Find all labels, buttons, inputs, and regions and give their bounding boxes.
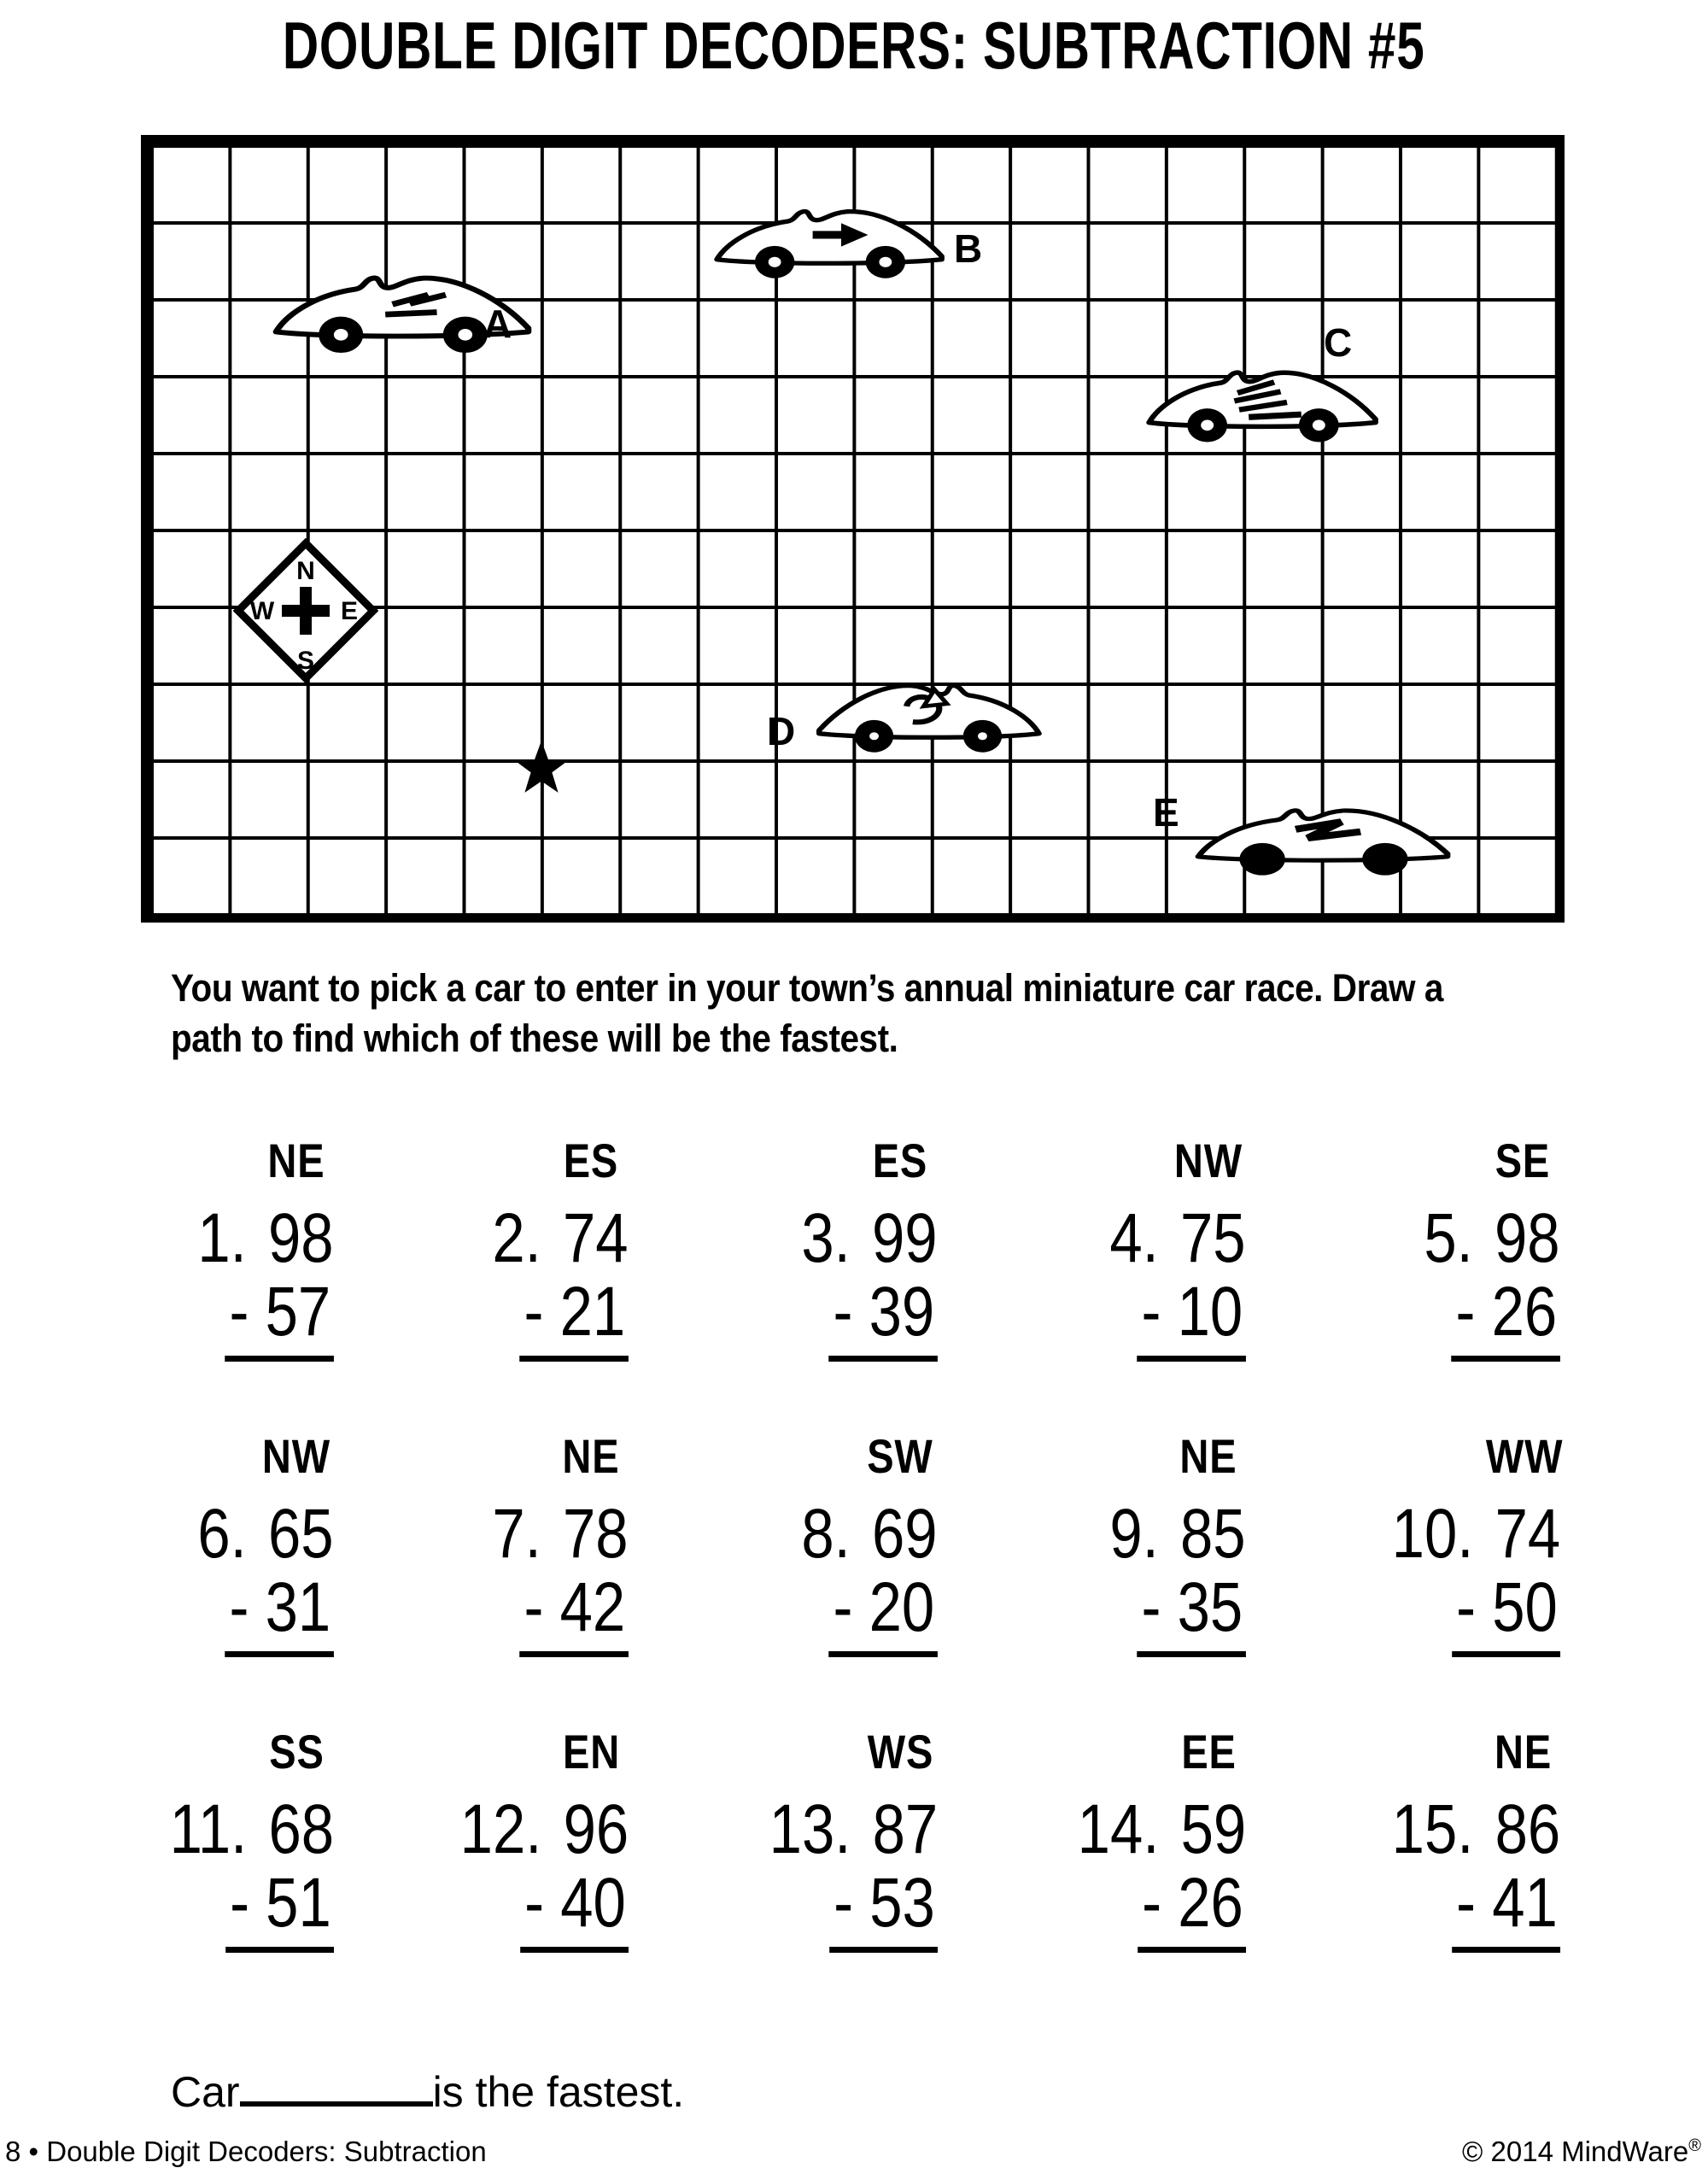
minuend-line: [1109, 1199, 1246, 1277]
subtrahend-line: [769, 1866, 938, 1953]
subtrahend: - 53: [829, 1866, 938, 1953]
compass-east-label: E: [340, 597, 359, 625]
subtrahend-line: [198, 1568, 334, 1657]
car-a-label: A: [483, 302, 512, 346]
answer-suffix: is the fastest.: [432, 2068, 685, 2116]
race-car-b: [711, 197, 949, 283]
minuend-line: [1424, 1199, 1560, 1277]
problem-number: 3.: [801, 1199, 851, 1277]
subtrahend: - 20: [829, 1571, 938, 1657]
compass-north-label: N: [296, 557, 315, 585]
subtraction-problem: [1109, 1134, 1246, 1362]
instructions: [171, 964, 1516, 1064]
direction-code-label: ES: [873, 1134, 928, 1187]
subtraction-problem: [492, 1429, 629, 1657]
direction-code-label: ES: [564, 1134, 619, 1187]
subtrahend-line: [802, 1275, 938, 1362]
minuend: 59: [1180, 1790, 1246, 1868]
subtraction-problem: [1424, 1134, 1560, 1362]
race-car-c: [1144, 358, 1383, 447]
subtrahend-line: [1110, 1275, 1246, 1362]
page-title: DOUBLE DIGIT DECODERS: SUBTRACTION #5: [283, 8, 1425, 83]
problem-number: 10.: [1391, 1495, 1474, 1573]
subtrahend: - 57: [225, 1275, 334, 1362]
subtrahend: - 39: [829, 1275, 938, 1362]
compass-west-label: W: [249, 597, 275, 625]
rear-wheel: [1362, 843, 1407, 876]
subtraction-problem: [801, 1134, 938, 1362]
direction-code-label: EE: [1181, 1725, 1237, 1778]
minuend-line: [1391, 1790, 1560, 1868]
subtraction-problem: [1077, 1725, 1246, 1953]
problem-number: 8.: [801, 1495, 851, 1573]
problem-number: 5.: [1424, 1199, 1474, 1277]
race-car-d: [812, 671, 1044, 757]
subtraction-problem: [197, 1134, 334, 1362]
answer-sentence: [171, 2057, 684, 2117]
subtrahend-line: [802, 1568, 938, 1657]
subtrahend-line: [1110, 1568, 1246, 1657]
minuend-line: [198, 1497, 334, 1571]
minuend: 86: [1494, 1790, 1560, 1868]
subtrahend: - 10: [1138, 1275, 1246, 1362]
direction-code-label: NE: [267, 1134, 325, 1187]
car-b-label: B: [954, 226, 983, 271]
minuend: 85: [1180, 1495, 1246, 1573]
minuend: 75: [1180, 1199, 1246, 1277]
direction-code-label: SS: [269, 1725, 325, 1778]
subtraction-problem: [169, 1725, 334, 1953]
problem-number: 15.: [1391, 1790, 1474, 1868]
minuend-line: [1077, 1790, 1246, 1868]
subtrahend: - 26: [1452, 1275, 1560, 1362]
problem-number: 6.: [197, 1495, 248, 1573]
subtrahend-line: [493, 1275, 629, 1362]
compass-rose: [233, 538, 378, 688]
race-car-e: [1192, 797, 1455, 879]
problem-number: 9.: [1109, 1495, 1160, 1573]
subtrahend-line: [198, 1275, 334, 1362]
subtrahend-line: [459, 1866, 629, 1953]
direction-code-label: NW: [1174, 1134, 1243, 1187]
minuend-line: [769, 1790, 938, 1868]
car-d-label: D: [767, 709, 796, 753]
problem-number: 13.: [769, 1790, 851, 1868]
subtrahend-line: [1077, 1866, 1246, 1953]
car-c-label: C: [1324, 320, 1353, 365]
subtraction-problem: [197, 1429, 334, 1657]
minuend-line: [801, 1199, 938, 1277]
minuend: 78: [563, 1495, 629, 1573]
minuend: 99: [872, 1199, 938, 1277]
direction-code-label: NE: [1494, 1725, 1552, 1778]
minuend-line: [197, 1199, 334, 1277]
page-title-wrap: [0, 7, 1708, 85]
car-e-label: E: [1153, 790, 1179, 835]
direction-code-label: NE: [1179, 1429, 1237, 1483]
minuend-line: [459, 1790, 629, 1868]
subtraction-problem: [1391, 1725, 1560, 1953]
front-wheel: [1239, 843, 1284, 876]
direction-code-label: EN: [562, 1725, 620, 1778]
subtraction-problem: [769, 1725, 938, 1953]
minuend: 98: [1494, 1199, 1560, 1277]
minuend-line: [1110, 1497, 1246, 1571]
subtrahend: - 21: [520, 1275, 629, 1362]
subtrahend-line: [1391, 1866, 1560, 1953]
minuend: 74: [563, 1199, 629, 1277]
problem-number: 7.: [492, 1495, 542, 1573]
subtrahend-line: [170, 1866, 334, 1953]
direction-code-label: NW: [262, 1429, 331, 1483]
answer-blank: [240, 2057, 433, 2107]
instructions-line-2: path to find which of these will be the fastest.: [171, 1016, 898, 1060]
minuend-line: [1391, 1497, 1560, 1571]
minuend-line: [493, 1497, 629, 1571]
minuend: 74: [1494, 1495, 1560, 1573]
direction-code-label: SE: [1495, 1134, 1551, 1187]
subtrahend: - 40: [520, 1866, 629, 1953]
subtraction-problem: [1109, 1429, 1246, 1657]
footer-copyright: © 2014 MindWare®: [1462, 2136, 1701, 2167]
subtrahend-line: [1424, 1275, 1560, 1362]
subtraction-problem: [459, 1725, 629, 1953]
compass-south-label: S: [296, 647, 315, 675]
problem-number: 2.: [492, 1199, 542, 1277]
minuend: 87: [872, 1790, 938, 1868]
instructions-line-1: You want to pick a car to enter in your town’s annual miniature car race. Draw a: [171, 966, 1443, 1010]
minuend: 96: [563, 1790, 629, 1868]
minuend: 98: [268, 1199, 334, 1277]
subtraction-problem: [801, 1429, 938, 1657]
coordinate-grid: [141, 135, 1565, 923]
problem-number: 14.: [1077, 1790, 1160, 1868]
minuend: 68: [268, 1790, 334, 1868]
subtrahend: - 26: [1138, 1866, 1246, 1953]
direction-code-label: WS: [867, 1725, 934, 1778]
registered-mark: ®: [1688, 2136, 1701, 2155]
footer-page-info: 8 • Double Digit Decoders: Subtraction: [5, 2136, 487, 2167]
subtrahend: - 51: [225, 1866, 334, 1953]
subtrahend: - 41: [1452, 1866, 1560, 1953]
car-body: [819, 686, 1038, 738]
subtrahend: - 31: [225, 1571, 334, 1657]
problem-number: 4.: [1109, 1199, 1160, 1277]
subtrahend: - 50: [1452, 1571, 1560, 1657]
answer-prefix: Car: [171, 2068, 240, 2116]
subtrahend-line: [1391, 1568, 1560, 1657]
minuend: 69: [872, 1495, 938, 1573]
problem-number: 1.: [197, 1199, 248, 1277]
problem-number: 12.: [459, 1790, 542, 1868]
direction-code-label: WW: [1485, 1429, 1564, 1483]
minuend-line: [492, 1199, 629, 1277]
subtraction-problem: [1391, 1429, 1564, 1657]
minuend-line: [802, 1497, 938, 1571]
subtrahend: - 42: [520, 1571, 629, 1657]
direction-code-label: NE: [562, 1429, 620, 1483]
minuend: 65: [268, 1495, 334, 1573]
minuend-line: [169, 1790, 334, 1868]
direction-code-label: SW: [867, 1429, 934, 1483]
subtrahend: - 35: [1138, 1571, 1246, 1657]
problem-number: 11.: [169, 1790, 248, 1868]
star-icon: [513, 740, 570, 799]
subtrahend-line: [493, 1568, 629, 1657]
subtraction-problem: [492, 1134, 629, 1362]
